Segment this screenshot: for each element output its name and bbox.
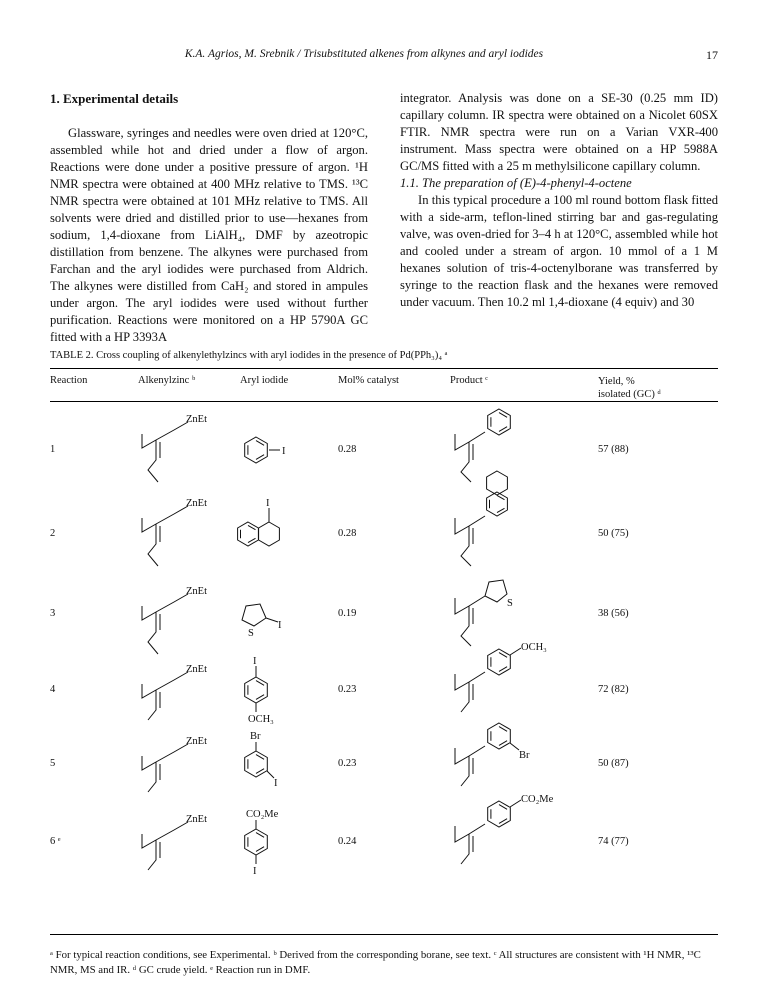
reaction-table — [50, 368, 718, 902]
product-substituent — [510, 743, 519, 750]
header-product: Product ᶜ — [450, 375, 488, 386]
alkenyl-chain — [142, 744, 188, 770]
zinc-label: ZnEt — [186, 664, 207, 675]
reaction-number: 2 — [50, 528, 56, 539]
aryl-iodide-structure — [230, 410, 320, 494]
product-chain — [455, 596, 485, 614]
aryl-iodide-structure — [230, 810, 320, 894]
instrument-paragraph: integrator. Analysis was done on a SE-30 (0.25 mm ID) capillary column. IR spectra were obtained on a Nicolet 60SX FTIR. NMR spectra were run on a Varian VXR-400 instrument. Mass spectra were obtained on a HP 5988A GC/MS fitted with a 25 m methylsilicone capillary column. — [400, 91, 718, 173]
iodine-label: I — [282, 446, 286, 457]
page-header — [50, 48, 718, 68]
yield-value: 72 (82) — [598, 684, 629, 695]
reaction-number: 6 ᵉ — [50, 836, 61, 847]
substituent-bonds — [256, 742, 274, 778]
zinc-label: ZnEt — [186, 414, 207, 425]
procedure-paragraph: In this typical procedure a 100 ml round bottom flask fitted with a side-arm, teflon-lined stirring bar and gas-regulating valve, was oven-dried for 3–4 h at 120°C, assembled while hot and cooled under a stream of argon. 10 mmol of a 1 M hexanes solution of tris-4-octenylborane was transferred by syringe to the reaction flask and the hexanes were removed under vacuum. Then 10.2 ml 1,4-dioxane (4 equiv) and 30 — [400, 193, 718, 309]
alkenylzinc-structure — [128, 732, 218, 812]
c-i-bond — [266, 618, 278, 622]
table-bottom-rule — [50, 934, 718, 935]
running-title: K.A. Agrios, M. Srebnik / Trisubstituted alkenes from alkynes and aryl iodides — [184, 48, 544, 60]
alkenylzinc-structure — [128, 582, 218, 662]
sulfur-label: S — [248, 628, 254, 639]
alkyl-chain — [148, 612, 158, 654]
product-structure — [445, 410, 585, 494]
table-footnote: ᵃ For typical reaction conditions, see Experimental. ᵇ Derived from the corresponding borane, see text. ᶜ All structures are consistent with ¹H NMR, ¹³C NMR, MS and IR. ᵈ GC crude yield. ᵉ Reaction run in DMF. — [50, 949, 701, 976]
page-number: 17 — [706, 48, 718, 62]
table-header — [50, 369, 718, 401]
header-aryl-iodide: Aryl iodide — [240, 375, 289, 386]
alkenyl-chain — [142, 594, 188, 620]
reaction-number: 4 — [50, 684, 56, 695]
methoxy-label: OCH₃ — [521, 642, 547, 653]
reaction-number: 5 — [50, 758, 56, 769]
header-yield-line1: Yield, % — [598, 376, 635, 387]
catalyst-mol-percent: 0.19 — [338, 608, 357, 619]
zinc-label: ZnEt — [186, 736, 207, 747]
header-reaction: Reaction — [50, 375, 88, 386]
alkyl-chain — [148, 762, 156, 792]
reaction-number: 3 — [50, 608, 56, 619]
product-alkyl — [461, 606, 471, 646]
product-aromatic — [491, 413, 507, 432]
alkenylzinc-structure — [128, 660, 218, 740]
header-yield — [598, 375, 661, 401]
iodine-label: I — [253, 656, 257, 667]
product-chain — [455, 432, 485, 450]
yield-value: 57 (88) — [598, 444, 629, 455]
aromatic-bonds — [241, 525, 256, 542]
alkenylzinc-structure — [128, 410, 218, 490]
alkenylzinc-structure — [128, 810, 218, 890]
aromatic-bonds — [248, 755, 264, 774]
catalyst-mol-percent: 0.23 — [338, 758, 357, 769]
naphthalene-rings — [238, 522, 280, 546]
yield-value: 38 (56) — [598, 608, 629, 619]
thiophene-ring — [242, 604, 266, 626]
product-alkyl — [461, 526, 471, 566]
iodine-label: I — [266, 498, 270, 509]
catalyst-mol-percent: 0.28 — [338, 444, 357, 455]
aromatic-bonds — [248, 833, 264, 852]
catalyst-mol-percent: 0.23 — [338, 684, 357, 695]
alkyl-chain — [148, 524, 158, 566]
alkenyl-chain — [142, 822, 188, 848]
methoxy-label: OCH₃ — [248, 714, 274, 725]
section-title: 1. Experimental details — [50, 91, 179, 106]
iodine-label: I — [253, 866, 257, 877]
product-chain — [455, 746, 485, 764]
product-structure — [445, 582, 585, 666]
zinc-label: ZnEt — [186, 498, 207, 509]
zinc-label: ZnEt — [186, 586, 207, 597]
left-column — [50, 90, 368, 346]
product-alkyl — [461, 756, 469, 786]
yield-value: 50 (87) — [598, 758, 629, 769]
header-alkenylzinc: Alkenylzinc ᵇ — [138, 375, 196, 386]
bromine-label: Br — [519, 750, 530, 761]
iodine-label: I — [274, 778, 278, 789]
reaction-number: 1 — [50, 444, 56, 455]
right-column — [400, 90, 718, 311]
ester-label: CO₂Me — [521, 794, 554, 805]
alkenyl-chain — [142, 506, 188, 532]
product-chain — [455, 824, 485, 842]
product-aromatic — [490, 495, 505, 512]
catalyst-mol-percent: 0.28 — [338, 528, 357, 539]
product-thiophene — [485, 580, 507, 602]
product-chain — [455, 672, 485, 690]
aryl-iodide-structure — [230, 732, 320, 816]
zinc-label: ZnEt — [186, 814, 207, 825]
aryl-iodide-structure — [230, 494, 320, 578]
subsection-title: 1.1. The preparation of (E)-4-phenyl-4-octene — [400, 176, 632, 190]
iodine-label: I — [278, 620, 282, 631]
product-alkyl — [461, 442, 471, 482]
sulfur-label: S — [507, 598, 513, 609]
yield-value: 74 (77) — [598, 836, 629, 847]
table-body — [50, 402, 718, 902]
product-structure — [445, 794, 585, 894]
aromatic-bonds — [248, 681, 264, 700]
product-chain — [455, 516, 485, 534]
product-structure — [445, 494, 585, 578]
alkenylzinc-structure — [128, 494, 218, 574]
alkenyl-chain — [142, 672, 188, 698]
yield-value: 50 (75) — [598, 528, 629, 539]
experimental-paragraph: Glassware, syringes and needles were oven dried at 120°C, assembled while hot and dried under a flow of argon. Reactions were done under a positive pressure of argon. ¹H NMR spectra were obtained at 400 MHz relative to TMS. ¹³C NMR spectra were obtained at 101 MHz relative to TMS. All solvents were dried and distilled prior to use—hexanes from sodium, 1,4-dioxane from LiAlH₄, DMF by azeotropic distillation from benzene. The alkynes were purchased from Farchan and the aryl iodides were purchased from Aldrich. The alkynes were distilled from CaH₂ and stored in ampules under argon. The aryl iodides were used without further purification. Reactions were monitored on a HP 5790A GC fitted with a HP 3393A — [50, 126, 368, 344]
aromatic-bonds — [248, 441, 264, 460]
catalyst-mol-percent: 0.24 — [338, 836, 357, 847]
product-alkyl — [461, 834, 469, 864]
header-yield-line2: isolated (GC) ᵈ — [598, 389, 661, 400]
product-alkyl — [461, 682, 469, 712]
alkenyl-chain — [142, 422, 188, 448]
alkyl-chain — [148, 440, 158, 482]
aryl-iodide-structure — [230, 582, 320, 666]
table-caption: TABLE 2. Cross coupling of alkenylethylzincs with aryl iodides in the presence of Pd(PPh₃)₄ ᵃ — [50, 350, 448, 361]
alkyl-chain — [148, 690, 156, 720]
alkyl-chain — [148, 840, 156, 870]
ester-label: CO₂Me — [246, 809, 279, 820]
header-catalyst: Mol% catalyst — [338, 375, 399, 386]
bromine-label: Br — [250, 731, 261, 742]
